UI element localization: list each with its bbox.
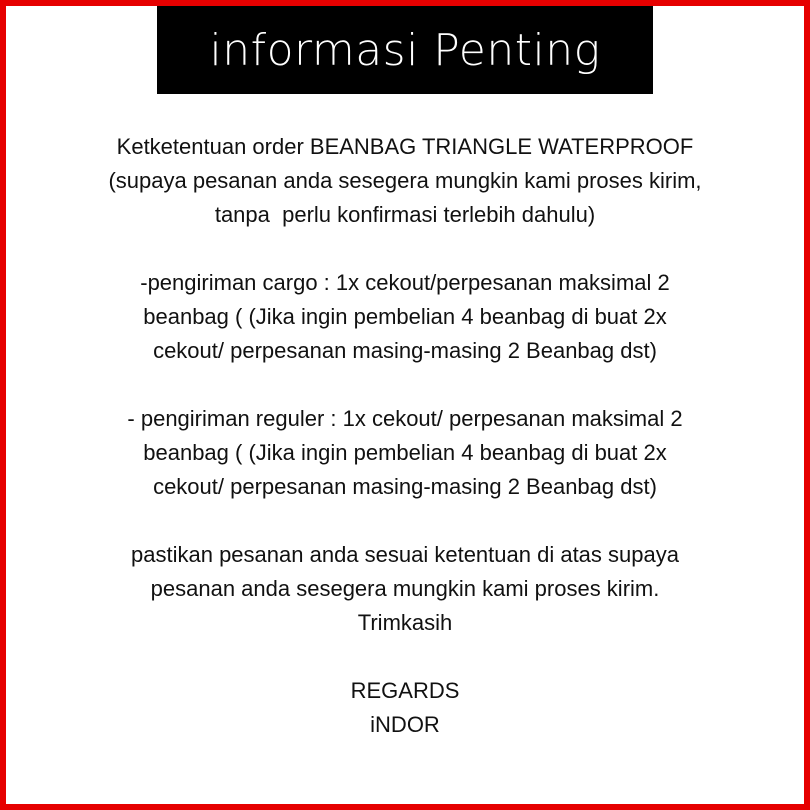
title-banner [157, 6, 653, 94]
cargo-line: cekout/ perpesanan masing-masing 2 Beanbag dst) [153, 338, 657, 363]
spacer [30, 640, 780, 674]
signature-name: iNDOR [370, 712, 440, 737]
closing-line: pesanan anda sesegera mungkin kami proses kirim. [150, 576, 660, 601]
spacer [30, 368, 780, 402]
closing-paragraph [30, 538, 780, 640]
intro-line: tanpa perlu konfirmasi terlebih dahulu) [214, 202, 596, 227]
reguler-paragraph [30, 402, 780, 504]
intro-line: Ketketentuan order BEANBAG TRIANGLE WATERPROOF [116, 134, 694, 159]
reguler-line: - pengiriman reguler : 1x cekout/ perpesanan maksimal 2 [127, 406, 683, 431]
intro-paragraph [30, 130, 780, 232]
intro-line: (supaya pesanan anda sesegera mungkin kami proses kirim, [108, 168, 702, 193]
cargo-line: -pengiriman cargo : 1x cekout/perpesanan maksimal 2 [140, 270, 670, 295]
signature-regards: REGARDS [350, 678, 460, 703]
reguler-line: cekout/ perpesanan masing-masing 2 Beanbag dst) [153, 474, 657, 499]
spacer [30, 504, 780, 538]
cargo-line: beanbag ( (Jika ingin pembelian 4 beanbag di buat 2x [143, 304, 667, 329]
page-title: informasi Penting [209, 24, 601, 76]
reguler-line: beanbag ( (Jika ingin pembelian 4 beanbag di buat 2x [143, 440, 667, 465]
spacer [30, 232, 780, 266]
closing-line: pastikan pesanan anda sesuai ketentuan di atas supaya [131, 542, 679, 567]
cargo-paragraph [30, 266, 780, 368]
closing-line: Trimkasih [357, 610, 453, 635]
signature-block [30, 674, 780, 742]
info-content [30, 130, 780, 742]
